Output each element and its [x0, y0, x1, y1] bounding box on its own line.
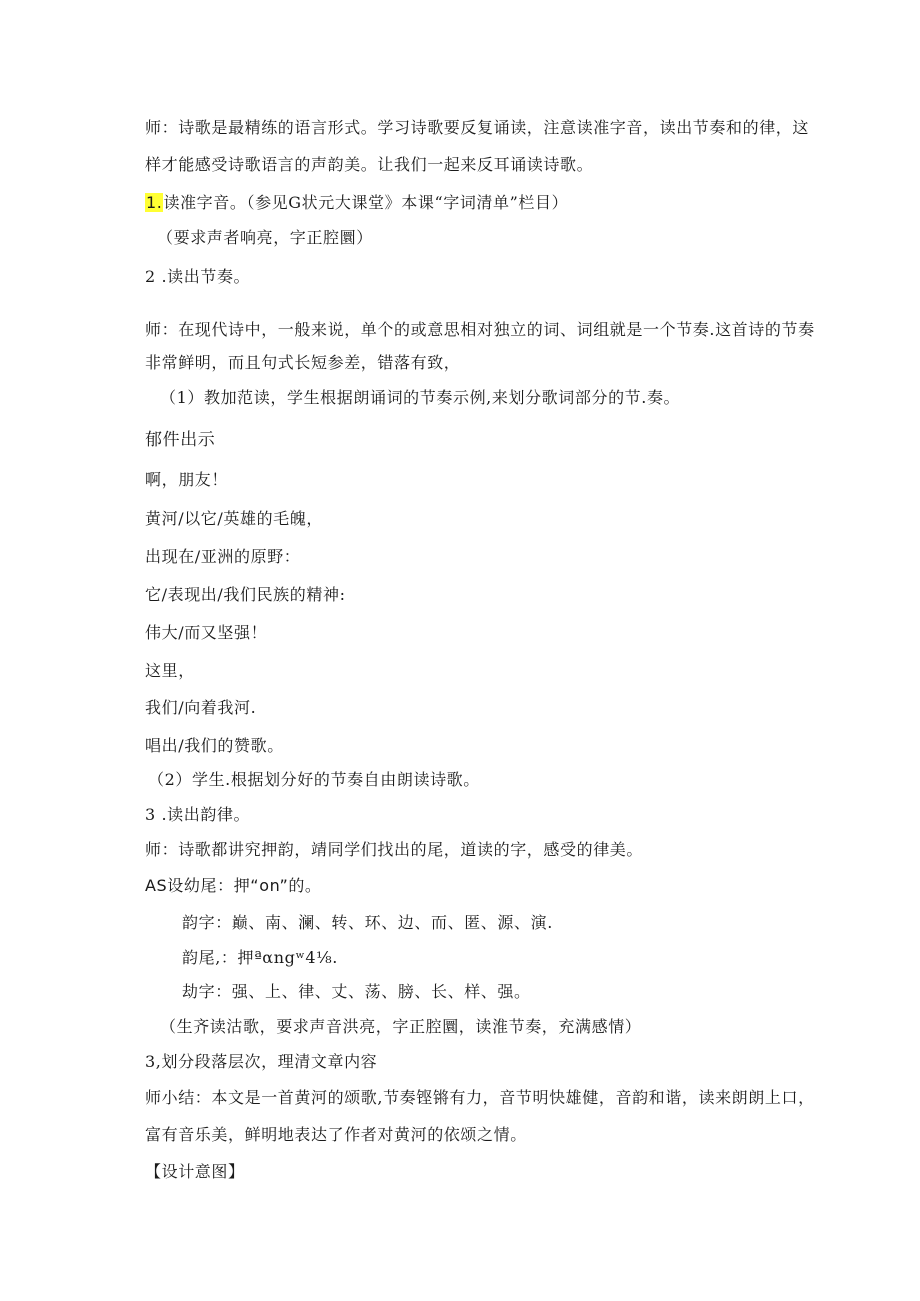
teacher-intro-line-1: 师：诗歌是最精练的语言形式。学习诗歌要反复诵读，注意读准字音，读出节奏和的律，这 [145, 118, 810, 137]
rhyme-tail: 韵尾,：押ªαngʷ4⅛. [182, 948, 338, 967]
summary-line-2: 富有音乐美，鲜明地表达了作者对黄河的依颂之情。 [145, 1125, 527, 1144]
item-1-text: 读准字音。（参见G状元大课堂》本课“字词清单”栏目） [163, 193, 569, 212]
rhyme-characters: 韵字：巅、南、澜、转、环、边、而、匿、源、演. [182, 913, 553, 932]
rhyme-characters-2: 劫字：强、上、律、丈、荡、膀、长、样、强。 [182, 982, 531, 1001]
item-1 [145, 193, 568, 213]
teacher-intro-line-2: 样才能感受诗歌语言的声韵美。让我们一起来反耳诵读诗歌。 [145, 155, 594, 174]
item-4: 3,划分段落层次，理清文章内容 [145, 1052, 378, 1071]
poem-line: 啊，朋友！ [145, 470, 229, 489]
item-3: 3 .读出韵律。 [145, 805, 251, 824]
rhyme-instruction: 师：诗歌都讲究押韵，靖同学们找出的尾，道读的字，感受的律美。 [145, 840, 644, 859]
summary-line-1: 师小结：本文是一首黄河的颂歌,节奏铿锵有力，音节明快雄健，音韵和谐，读来朗朗上口， [145, 1088, 815, 1107]
item-2: 2 .读出节奏。 [145, 267, 251, 286]
rhythm-explanation-line-2: 非常鲜明，而且句式长短参差，错落有致， [145, 353, 461, 372]
poem-line: 它/表现出/我们民族的精神: [145, 585, 346, 604]
poem-line: 这里， [145, 661, 195, 680]
item-1-number-highlight: 1. [146, 193, 163, 212]
poem-line: 出现在/亚洲的原野： [145, 547, 301, 566]
item-1-note: （要求声者响亮，字正腔圜） [157, 228, 373, 247]
design-intent-heading: 【设计意图】 [145, 1162, 245, 1181]
poem-line: 唱出/我们的赞歌。 [145, 736, 284, 755]
reading-note: （生齐读沽歌，要求声音洪亮，字正腔圜，读淮节奏，充满感情） [160, 1017, 642, 1036]
poem-line: 伟大/而又坚强！ [145, 623, 268, 642]
courseware-heading: 郁件出示 [145, 430, 216, 450]
step-1: （1）教加范读，学生根据朗诵词的节奏示例,来划分歌词部分的节.奏。 [160, 388, 681, 407]
rhyme-tail-line: AS设幼尾：押“on”的。 [145, 876, 322, 895]
rhythm-explanation-line-1: 师：在现代诗中，一般来说，单个的或意思相对独立的词、词组就是一个节奏.这首诗的节奏 [145, 320, 815, 339]
step-2: （2）学生.根据划分好的节奏自由朗读诗歌。 [148, 770, 480, 789]
poem-line: 我们/向着我河. [145, 698, 257, 717]
poem-line: 黄河/以它/英雄的毛魄， [145, 509, 323, 528]
